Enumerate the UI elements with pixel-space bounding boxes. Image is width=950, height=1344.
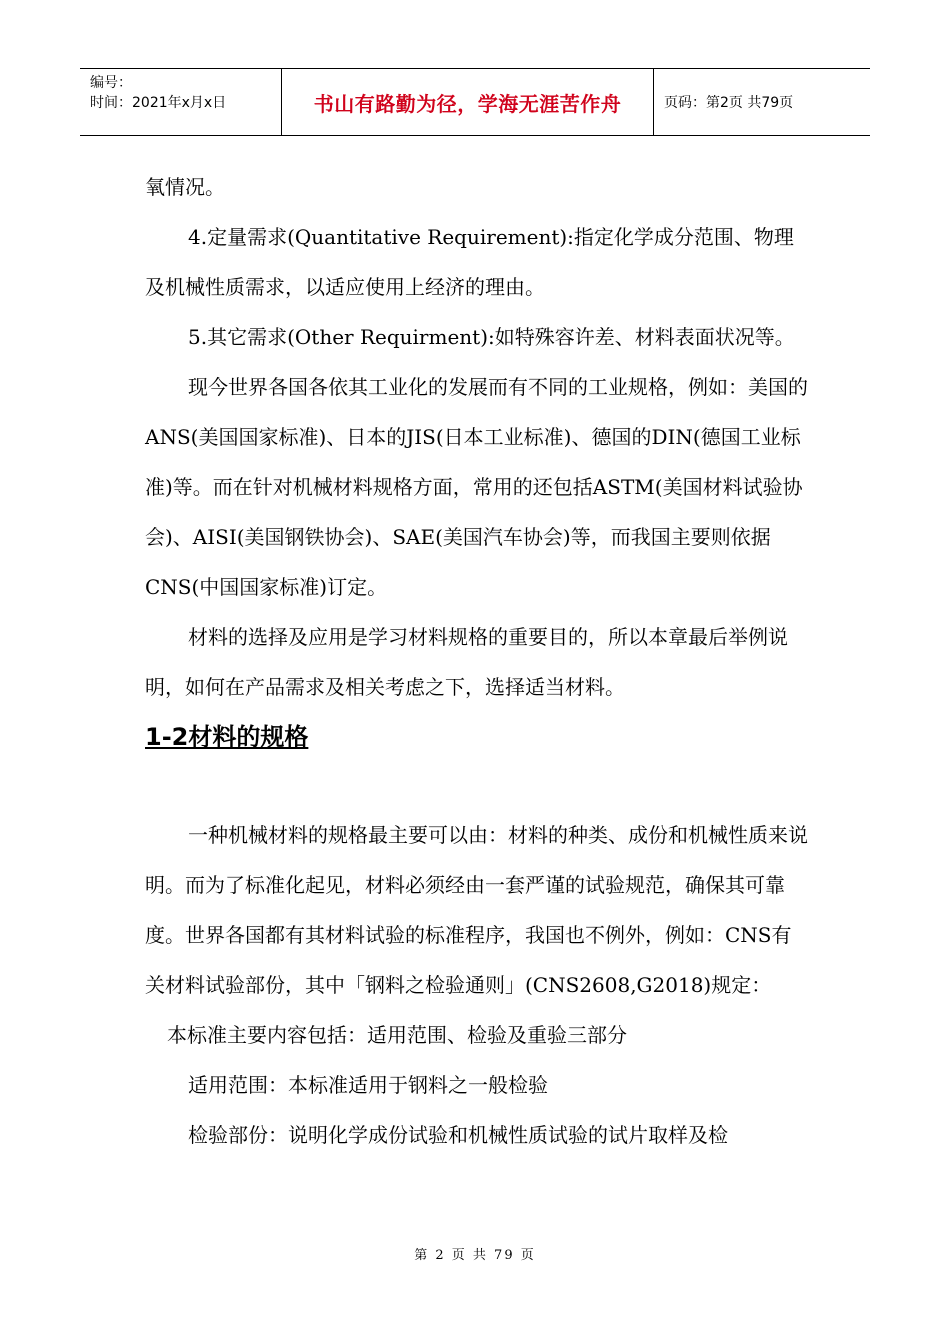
date-label: 时间：2021年x月x日 [90, 95, 227, 111]
paragraph-8: 适用范围：本标准适用于钢料之一般检验 [188, 1073, 548, 1097]
header-meta [80, 69, 282, 135]
page-header [80, 68, 870, 136]
page-footer: 第 2 页 共 79 页 [414, 1248, 536, 1263]
paragraph-1: 氧情况。 [145, 175, 225, 199]
paragraph-3: 5.其它需求(Other Requirment):如特殊容许差、材料表面状况等。 [188, 325, 795, 349]
doc-number-label: 编号： [90, 75, 132, 91]
header-slogan: 书山有路勤为径，学海无涯苦作舟 [282, 69, 654, 135]
section-heading: 1-2材料的规格 [145, 723, 309, 751]
header-page-info: 页码：第2页 共79页 [664, 95, 794, 111]
document-body [145, 162, 810, 1160]
paragraph-9: 检验部份：说明化学成份试验和机械性质试验的试片取样及检 [188, 1123, 728, 1147]
paragraph-7: 本标准主要内容包括：适用范围、检验及重验三部分 [167, 1023, 627, 1047]
paragraph-6: 一种机械材料的规格最主要可以由：材料的种类、成份和机械性质来说明。而为了标准化起见，材料必须经由一套严谨的试验规范，确保其可靠度。世界各国都有其材料试验的标准程序，我国也不例外，例如：CNS有关材料试验部份，其中「钢料之检验通则」(CNS2608,G2018)规定： [145, 823, 808, 997]
paragraph-5: 材料的选择及应用是学习材料规格的重要目的，所以本章最后举例说明，如何在产品需求及相关考虑之下，选择适当材料。 [145, 625, 788, 699]
paragraph-2: 4.定量需求(Quantitative Requirement):指定化学成分范围、物理及机械性质需求，以适应使用上经济的理由。 [145, 225, 794, 299]
paragraph-4: 现今世界各国各依其工业化的发展而有不同的工业规格，例如：美国的ANS(美国国家标准)、日本的JIS(日本工业标准)、德国的DIN(德国工业标准)等。而在针对机械材料规格方面，常用的还包括ASTM(美国材料试验协会)、AISI(美国钢铁协会)、SAE(美国汽车协会)等，而我国主要则依据CNS(中国国家标准)订定。 [145, 375, 808, 599]
